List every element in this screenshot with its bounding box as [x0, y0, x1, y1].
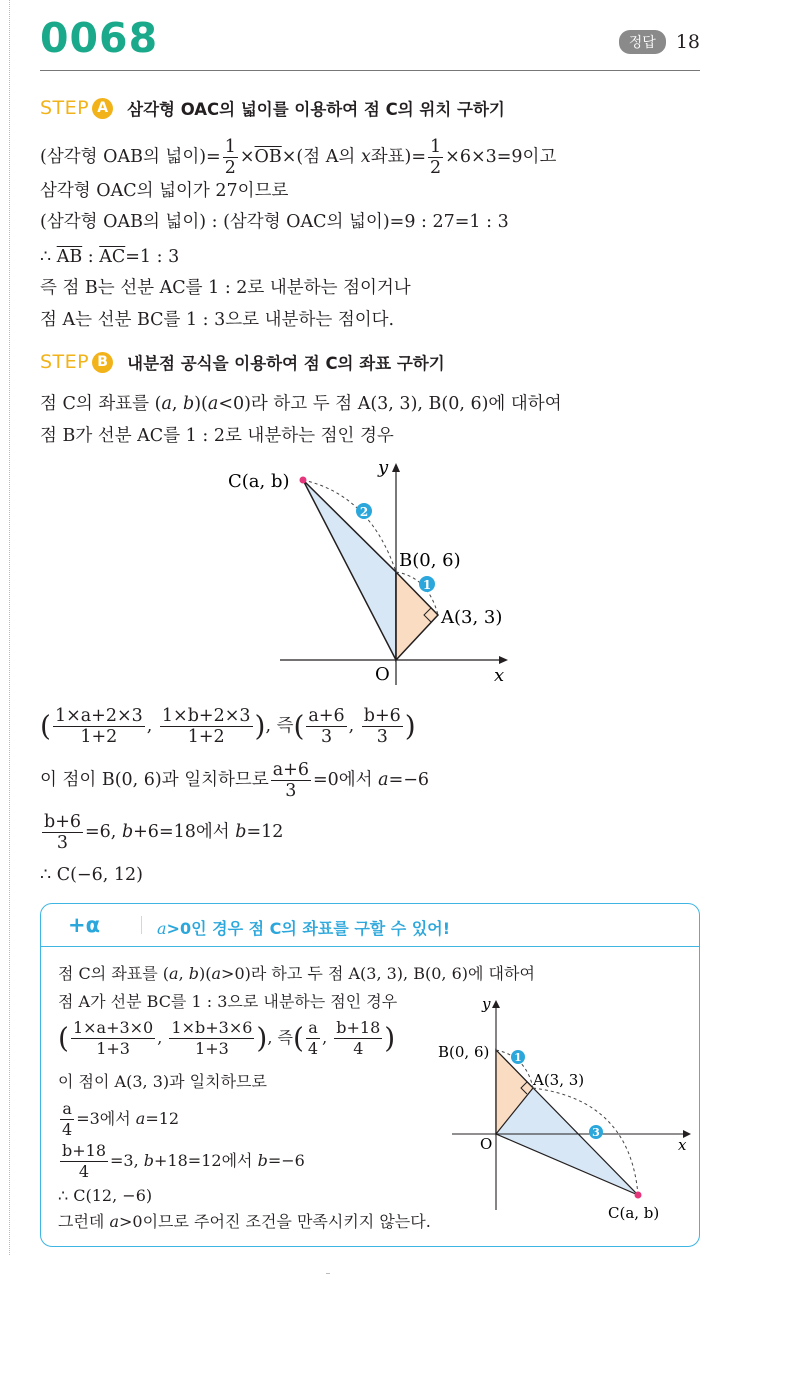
paren-right: )	[254, 709, 266, 743]
step-a-line-4	[40, 246, 179, 268]
numerator: 1×b+3×6	[171, 1018, 253, 1037]
y-axis-arrow	[392, 463, 400, 472]
var-b: b	[143, 1151, 155, 1170]
figure-tip-triangle	[430, 990, 700, 1230]
step-b-line-5	[40, 812, 283, 853]
text: ,	[178, 964, 189, 983]
tip-line-5	[58, 1099, 179, 1140]
fraction-half	[223, 137, 238, 178]
tip-separator	[141, 916, 142, 934]
step-b-conclusion: ∴ C(−6, 12)	[40, 865, 143, 885]
problem-number: 0068	[40, 14, 159, 62]
label-c: C(a, b)	[228, 471, 290, 492]
var-x: x	[360, 147, 371, 167]
text: 점 C의 좌표를 (	[40, 394, 162, 414]
var-b: b	[257, 1151, 268, 1170]
fraction-y	[169, 1018, 254, 1059]
numerator: 1	[430, 137, 442, 157]
label-a: A(3, 3)	[533, 1071, 585, 1089]
var-b: b	[188, 964, 199, 983]
text: =12	[246, 822, 284, 842]
step-b-badge: B	[92, 352, 113, 373]
numerator: 1	[224, 137, 236, 157]
fraction	[60, 1141, 108, 1182]
var-a: a	[161, 394, 172, 414]
step-b-title: 내분점 공식을 이용하여 점 C의 좌표 구하기	[127, 354, 445, 373]
text: <0)라 하고 두 점 A(3, 3), B(0, 6)에 대하여	[218, 394, 562, 414]
step-a-title: 삼각형 OAC의 넓이를 이용하여 점 C의 위치 구하기	[127, 100, 505, 119]
text: ×6×3=9이고	[445, 147, 557, 167]
step-a-badge: A	[92, 98, 113, 119]
step-a-word: STEP	[40, 97, 90, 119]
answer-reference	[619, 30, 700, 54]
denominator: 3	[56, 833, 69, 853]
tip-line-3: ( $\frac{1\times a+3\times 0}{1+3}$ , $\frac{1\times b+3\times 6}{1+3}$ ), 즉( $\frac{a}{4}$ , $\frac{b+18}{4}$ )	[58, 1018, 396, 1058]
fraction-x	[53, 706, 145, 747]
tip-conclusion: ∴ C(12, −6)	[58, 1186, 153, 1205]
numerator: 1×b+2×3	[161, 706, 251, 726]
step-b-word: STEP	[40, 351, 90, 373]
fraction	[42, 812, 83, 853]
text: (삼각형 OAB의 넓이)=	[40, 147, 221, 167]
tip-line-1	[58, 963, 535, 985]
paren-left: (	[58, 1021, 69, 1055]
page-speck	[326, 1273, 330, 1274]
step-a-heading	[40, 96, 505, 120]
denominator: 3	[320, 727, 333, 747]
numerator: b+18	[336, 1018, 381, 1037]
label-x: x	[678, 1136, 687, 1154]
text: 즉	[277, 1028, 293, 1047]
text: )(	[194, 394, 208, 414]
text: =12	[145, 1109, 180, 1128]
text: 이 점이 B(0, 6)과 일치하므로	[40, 770, 269, 790]
step-b-line-2: 점 B가 선분 AC를 1 : 2로 내분하는 점인 경우	[40, 426, 394, 446]
var-b: b	[235, 822, 247, 842]
text: =−6	[267, 1151, 305, 1170]
segment-ab: $\overline{AB}$	[56, 247, 83, 267]
label-x: x	[494, 665, 505, 686]
numerator: 1×a+2×3	[54, 706, 143, 726]
denominator: 3	[376, 727, 388, 747]
label-a: A(3, 3)	[441, 607, 503, 628]
text: +18=12에서	[154, 1151, 253, 1170]
fraction-half	[428, 137, 443, 178]
fraction-y-simple	[334, 1018, 382, 1059]
label-b: B(0, 6)	[438, 1043, 490, 1061]
segment-ob: $\overline{OB}$	[254, 147, 282, 167]
label-c: C(a, b)	[608, 1204, 660, 1222]
text: =6,	[85, 822, 122, 842]
numerator: b+18	[62, 1141, 107, 1160]
denominator: 1+2	[187, 727, 225, 747]
text: =3,	[110, 1151, 144, 1170]
step-b-heading	[40, 350, 445, 374]
therefore: ∴	[40, 247, 57, 267]
denominator: 4	[307, 1039, 319, 1058]
step-b-line-4	[40, 760, 429, 801]
numerator: b+6	[363, 706, 401, 726]
page-margin-line	[9, 0, 10, 1255]
answer-page-number: 18	[675, 31, 700, 53]
fraction	[271, 760, 311, 801]
text: 즉	[276, 716, 294, 736]
label-b: B(0, 6)	[399, 550, 461, 571]
label-o: O	[480, 1135, 493, 1153]
fraction-y	[160, 706, 253, 747]
fraction	[60, 1099, 74, 1140]
step-b-line-1	[40, 393, 562, 415]
text: ×(점 A의	[281, 147, 361, 167]
step-a-line-2: 삼각형 OAC의 넓이가 27이므로	[40, 181, 289, 201]
point-c-marker	[300, 477, 307, 484]
text: )(	[199, 964, 212, 983]
denominator: 4	[62, 1120, 73, 1139]
step-a-line-6: 점 A는 선분 BC를 1 : 3으로 내분하는 점이다.	[40, 310, 395, 330]
text: 좌표)=	[370, 147, 427, 167]
text: =3에서	[76, 1109, 131, 1128]
label-y: y	[378, 457, 389, 478]
numerator: a+6	[272, 760, 309, 780]
segment-ac: $\overline{AC}$	[99, 247, 126, 267]
text: 그런데	[58, 1212, 110, 1231]
denominator: 2	[224, 158, 236, 178]
numerator: a+6	[308, 706, 345, 726]
text: ,	[171, 394, 184, 414]
denominator: 2	[430, 158, 442, 178]
answer-badge: 정답	[619, 30, 666, 54]
fraction-x	[71, 1018, 155, 1059]
var-a: a	[211, 964, 222, 983]
denominator: 1+3	[96, 1039, 130, 1058]
denominator: 4	[78, 1162, 90, 1181]
fraction-y-simple	[362, 706, 403, 747]
x-axis-arrow	[499, 656, 508, 664]
step-b-line-3: ( $\frac{1\times a+2\times 3}{1+2}$ , $\frac{1\times b+2\times 3}{1+2}$ ), 즉( $\frac{a+6}{3}$ , $\frac{b+6}{3}$ )	[40, 706, 416, 747]
fraction-x-simple	[306, 1018, 320, 1059]
var-a: a	[157, 919, 167, 938]
y-axis-arrow	[492, 1000, 500, 1008]
text: =−6	[388, 770, 430, 790]
text: >0이므로 주어진 조건을 만족시키지 않는다.	[119, 1212, 431, 1231]
marker-1: 1	[514, 1051, 522, 1064]
ratio-colon: :	[82, 247, 100, 267]
paren-right: )	[384, 1021, 396, 1055]
var-a: a	[378, 770, 389, 790]
var-a: a	[109, 1212, 120, 1231]
tip-line-4: 이 점이 A(3, 3)과 일치하므로	[58, 1072, 267, 1091]
paren-right: )	[256, 1021, 268, 1055]
marker-1: 1	[422, 578, 432, 592]
label-o: O	[375, 664, 390, 685]
text: +6=18에서	[133, 822, 230, 842]
point-c-marker	[635, 1192, 642, 1199]
var-a: a	[169, 964, 179, 983]
figure-main-triangle	[220, 455, 520, 690]
marker-3: 3	[592, 1126, 600, 1139]
text: >0인 경우 점 C의 좌표를 구할 수 있어!	[166, 919, 451, 938]
step-a-line-3: (삼각형 OAB의 넓이) : (삼각형 OAC의 넓이)=9 : 27=1 : 3	[40, 212, 509, 232]
fraction-x-simple	[306, 706, 346, 747]
numerator: 1×a+3×0	[72, 1018, 154, 1037]
tip-header	[41, 904, 699, 947]
denominator: 4	[353, 1039, 364, 1058]
denominator: 1+2	[80, 727, 118, 747]
paren-right: )	[404, 709, 416, 743]
text: >0)라 하고 두 점 A(3, 3), B(0, 6)에 대하여	[221, 964, 535, 983]
numerator: a	[306, 1018, 320, 1039]
tip-line-2: 점 A가 선분 BC를 1 : 3으로 내분하는 점인 경우	[58, 992, 398, 1011]
text: =0에서	[312, 770, 373, 790]
tip-title	[157, 916, 450, 939]
text: 점 C의 좌표를 (	[58, 964, 170, 983]
var-a: a	[207, 394, 219, 414]
var-b: b	[183, 394, 195, 414]
paren-left: (	[293, 709, 305, 743]
tip-label: +α	[68, 913, 101, 937]
tip-line-6	[58, 1141, 305, 1182]
header-divider	[40, 70, 700, 71]
tip-final-note	[58, 1211, 431, 1233]
denominator: 3	[285, 781, 297, 801]
numerator: b+6	[44, 812, 81, 832]
paren-left: (	[40, 709, 51, 743]
var-b: b	[121, 822, 134, 842]
text: =1 : 3	[125, 247, 180, 267]
var-a: a	[135, 1109, 146, 1128]
marker-2: 2	[359, 505, 369, 519]
triangle-obc	[303, 480, 396, 660]
denominator: 1+3	[195, 1039, 229, 1058]
step-a-line-5: 즉 점 B는 선분 AC를 1 : 2로 내분하는 점이거나	[40, 278, 411, 298]
paren-left: (	[292, 1021, 304, 1055]
times-sign: ×	[239, 147, 255, 167]
numerator: a	[60, 1099, 74, 1120]
step-a-line-1	[40, 137, 556, 178]
label-y: y	[482, 995, 491, 1013]
